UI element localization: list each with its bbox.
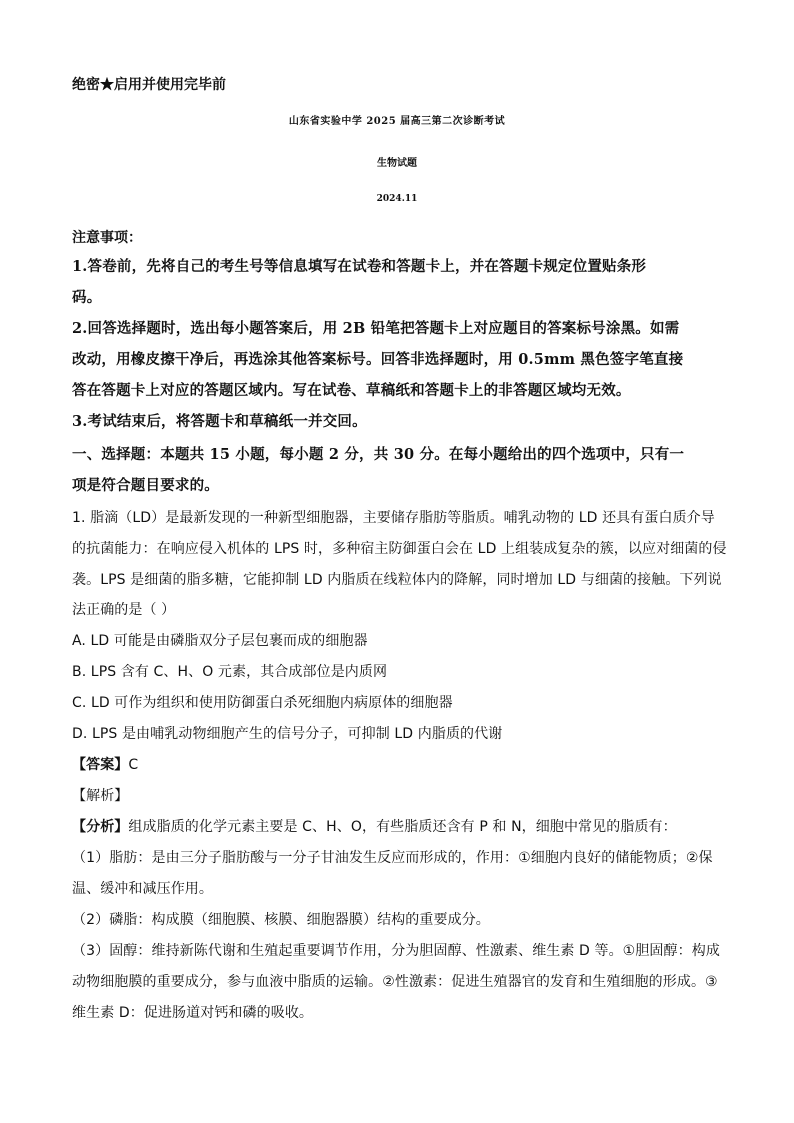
question-1-stem-line-1: 1. 脂滴（LD）是最新发现的一种新型细胞器，主要储存脂肪等脂质。哺乳动物的 LD 还具有蛋白质介导 [72,510,715,526]
section-1-heading-line-1: 一、选择题：本题共 15 小题，每小题 2 分，共 30 分。在每小题给出的四个选项中，只有一 [72,446,685,463]
subject-title: 生物试题 [377,158,417,169]
notice-item-3: 3.考试结束后，将答题卡和草稿纸一并交回。 [72,413,367,430]
sterol-line-2: 动物细胞膜的重要成分，参与血液中脂质的运输。②性激素：促进生殖器官的发育和生殖细胞的形成。③ [72,974,718,990]
option-d: D. LPS 是由哺乳动物细胞产生的信号分子，可抑制 LD 内脂质的代谢 [72,726,503,742]
notice-item-2-line-3: 答在答题卡上对应的答题区域内。写在试卷、草稿纸和答题卡上的非答题区域均无效。 [72,382,631,399]
section-1-heading-line-2: 项是符合题目要求的。 [72,477,219,494]
analysis-head-text: 组成脂质的化学元素主要是 C、H、O，有些脂质还含有 P 和 N，细胞中常见的脂质有： [128,819,677,835]
question-1-stem-line-4: 法正确的是（ ） [72,602,176,618]
notice-item-1-line-1: 1.答卷前，先将自己的考生号等信息填写在试卷和答题卡上，并在答题卡规定位置贴条形 [72,258,647,275]
fat-line-1: （1）脂肪：是由三分子脂肪酸与一分子甘油发生反应而形成的，作用：①细胞内良好的储能物质；②保 [72,850,713,866]
fat-line-2: 温、缓冲和减压作用。 [72,881,213,897]
exam-title: 山东省实验中学 2025 届高三第二次诊断考试 [288,116,506,127]
notice-heading: 注意事项： [72,230,142,246]
option-a: A. LD 可能是由磷脂双分子层包裹而成的细胞器 [72,633,368,649]
answer-line [72,754,138,774]
question-1-stem-line-3: 袭。LPS 是细菌的脂多糖，它能抑制 LD 内脂质在线粒体内的降解，同时增加 LD 与细菌的接触。下列说 [72,572,722,588]
exam-date: 2024.11 [376,194,418,204]
answer-tag: 【答案】 [72,757,129,773]
analysis-head-tag: 【分析】 [72,819,129,835]
analysis-intro-line [72,816,677,836]
option-c: C. LD 可作为组织和使用防御蛋白杀死细胞内病原体的细胞器 [72,695,453,711]
sterol-line-1: （3）固醇：维持新陈代谢和生殖起重要调节作用，分为胆固醇、性激素、维生素 D 等。①胆固醇：构成 [72,943,720,959]
phospholipid-line: （2）磷脂：构成膜（细胞膜、核膜、细胞器膜）结构的重要成分。 [72,912,490,928]
question-1-stem-line-2: 的抗菌能力：在响应侵入机体的 LPS 时，多种宿主防御蛋白会在 LD 上组装成复杂的簇，以应对细菌的侵 [72,541,727,557]
notice-item-2-line-2: 改动，用橡皮擦干净后，再选涂其他答案标号。回答非选择题时，用 0.5mm 黑色签字笔直接 [72,351,684,368]
notice-item-2-line-1: 2.回答选择题时，选出每小题答案后，用 2B 铅笔把答题卡上对应题目的答案标号涂黑。如需 [72,320,680,337]
notice-item-1-line-2: 码。 [72,289,102,306]
confidential-label: 绝密★启用并使用完毕前 [72,77,226,93]
sterol-line-3: 维生素 D：促进肠道对钙和磷的吸收。 [72,1005,314,1021]
answer-value: C [128,757,139,773]
option-b: B. LPS 含有 C、H、O 元素，其合成部位是内质网 [72,664,388,680]
analysis-tag: 【解析】 [72,788,129,804]
